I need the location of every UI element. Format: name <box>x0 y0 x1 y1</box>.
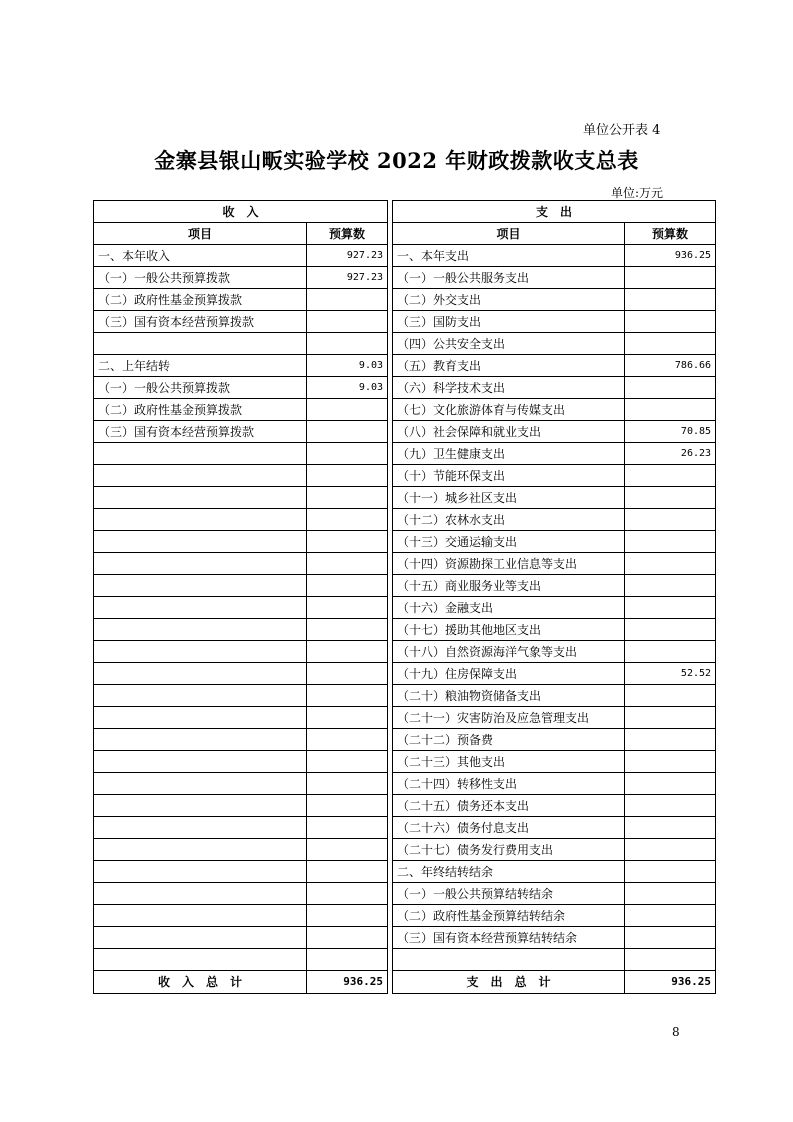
income-item-cell <box>94 487 307 509</box>
income-budget-cell <box>307 597 388 619</box>
expense-item-cell: （二）外交支出 <box>393 289 625 311</box>
expense-item-cell: （十五）商业服务业等支出 <box>393 575 625 597</box>
expense-item-cell: （一）一般公共预算结转结余 <box>393 883 625 905</box>
income-item-cell <box>94 729 307 751</box>
expense-budget-column-header: 预算数 <box>625 223 716 245</box>
income-item-cell <box>94 861 307 883</box>
expense-budget-cell <box>625 883 716 905</box>
expense-item-cell <box>393 949 625 971</box>
table-row <box>94 751 716 773</box>
table-row <box>94 333 716 355</box>
income-budget-cell <box>307 509 388 531</box>
expense-item-cell: （二）政府性基金预算结转结余 <box>393 905 625 927</box>
income-budget-cell <box>307 927 388 949</box>
table-row <box>94 729 716 751</box>
income-budget-cell <box>307 773 388 795</box>
income-budget-cell: 927.23 <box>307 267 388 289</box>
income-total-value: 936.25 <box>307 971 388 994</box>
table-row <box>94 553 716 575</box>
income-item-cell: （三）国有资本经营预算拨款 <box>94 421 307 443</box>
income-budget-cell <box>307 663 388 685</box>
table-row <box>94 245 716 267</box>
expense-budget-cell <box>625 839 716 861</box>
expense-item-cell: （二十）粮油物资储备支出 <box>393 685 625 707</box>
income-total-label: 收 入 总 计 <box>94 971 307 994</box>
table-row <box>94 531 716 553</box>
expense-budget-cell <box>625 773 716 795</box>
table-row <box>94 927 716 949</box>
expense-budget-cell <box>625 509 716 531</box>
income-budget-cell <box>307 575 388 597</box>
page-number: 8 <box>672 1025 680 1039</box>
income-item-cell <box>94 619 307 641</box>
income-budget-cell <box>307 685 388 707</box>
income-item-cell <box>94 531 307 553</box>
income-budget-cell <box>307 289 388 311</box>
expense-item-cell: （五）教育支出 <box>393 355 625 377</box>
income-budget-cell <box>307 817 388 839</box>
expense-budget-cell <box>625 685 716 707</box>
expense-budget-cell <box>625 377 716 399</box>
income-item-cell <box>94 927 307 949</box>
table-row <box>94 905 716 927</box>
expense-budget-cell <box>625 553 716 575</box>
form-label: 单位公开表 4 <box>583 123 661 138</box>
expense-item-cell: （三）国有资本经营预算结转结余 <box>393 927 625 949</box>
table-row <box>94 663 716 685</box>
income-item-cell <box>94 333 307 355</box>
table-row <box>94 399 716 421</box>
table-row <box>94 817 716 839</box>
income-budget-cell <box>307 839 388 861</box>
income-item-cell <box>94 597 307 619</box>
table-row <box>94 377 716 399</box>
table-row <box>94 795 716 817</box>
expense-budget-cell <box>625 619 716 641</box>
expense-budget-cell <box>625 333 716 355</box>
income-item-cell: （三）国有资本经营预算拨款 <box>94 311 307 333</box>
income-item-cell: （二）政府性基金预算拨款 <box>94 289 307 311</box>
income-budget-cell <box>307 487 388 509</box>
income-item-cell <box>94 465 307 487</box>
income-budget-cell <box>307 729 388 751</box>
table-row <box>94 773 716 795</box>
expense-item-cell: （十一）城乡社区支出 <box>393 487 625 509</box>
expense-header: 支 出 <box>393 201 716 223</box>
expense-budget-cell <box>625 641 716 663</box>
expense-budget-cell <box>625 795 716 817</box>
table-row <box>94 707 716 729</box>
income-budget-cell <box>307 399 388 421</box>
income-budget-cell: 9.03 <box>307 355 388 377</box>
expense-item-cell: （二十二）预备费 <box>393 729 625 751</box>
income-item-cell <box>94 795 307 817</box>
expense-item-cell: （二十七）债务发行费用支出 <box>393 839 625 861</box>
expense-total-value: 936.25 <box>625 971 716 994</box>
expense-budget-cell <box>625 729 716 751</box>
income-budget-cell <box>307 949 388 971</box>
table-row <box>94 575 716 597</box>
table-row <box>94 949 716 971</box>
expense-item-cell: （二十五）债务还本支出 <box>393 795 625 817</box>
expense-item-cell: （九）卫生健康支出 <box>393 443 625 465</box>
section-header-row <box>94 201 716 223</box>
expense-budget-cell <box>625 905 716 927</box>
expense-item-cell: （六）科学技术支出 <box>393 377 625 399</box>
expense-budget-cell <box>625 949 716 971</box>
expense-budget-cell <box>625 487 716 509</box>
income-budget-cell: 9.03 <box>307 377 388 399</box>
expense-item-cell: （十九）住房保障支出 <box>393 663 625 685</box>
income-item-column-header: 项目 <box>94 223 307 245</box>
income-item-cell <box>94 905 307 927</box>
budget-summary-table <box>93 200 716 994</box>
expense-budget-cell <box>625 597 716 619</box>
expense-item-cell: 二、年终结转结余 <box>393 861 625 883</box>
income-budget-cell <box>307 553 388 575</box>
expense-item-cell: （十七）援助其他地区支出 <box>393 619 625 641</box>
page-title: 金寨县银山畈实验学校 2022 年财政拨款收支总表 <box>154 148 639 173</box>
income-budget-cell <box>307 751 388 773</box>
unit-label: 单位:万元 <box>611 186 664 200</box>
expense-budget-cell <box>625 927 716 949</box>
income-item-cell <box>94 949 307 971</box>
table-row <box>94 355 716 377</box>
expense-budget-cell <box>625 289 716 311</box>
income-budget-cell <box>307 641 388 663</box>
income-budget-cell <box>307 311 388 333</box>
income-budget-cell <box>307 619 388 641</box>
table-row <box>94 883 716 905</box>
income-item-cell <box>94 553 307 575</box>
income-item-cell <box>94 751 307 773</box>
expense-item-cell: （七）文化旅游体育与传媒支出 <box>393 399 625 421</box>
expense-budget-cell <box>625 399 716 421</box>
table-row <box>94 597 716 619</box>
expense-budget-cell <box>625 311 716 333</box>
income-item-cell <box>94 685 307 707</box>
table-row <box>94 311 716 333</box>
income-header: 收 入 <box>94 201 388 223</box>
income-budget-cell <box>307 421 388 443</box>
expense-budget-cell <box>625 531 716 553</box>
income-item-cell <box>94 663 307 685</box>
expense-budget-cell: 70.85 <box>625 421 716 443</box>
income-item-cell: （二）政府性基金预算拨款 <box>94 399 307 421</box>
income-item-cell <box>94 773 307 795</box>
expense-item-cell: （四）公共安全支出 <box>393 333 625 355</box>
expense-item-cell: （十二）农林水支出 <box>393 509 625 531</box>
expense-item-cell: （十三）交通运输支出 <box>393 531 625 553</box>
expense-budget-cell: 52.52 <box>625 663 716 685</box>
income-item-cell <box>94 443 307 465</box>
column-header-row <box>94 223 716 245</box>
income-item-cell <box>94 641 307 663</box>
table-row <box>94 487 716 509</box>
income-item-cell: 二、上年结转 <box>94 355 307 377</box>
total-row <box>94 971 716 994</box>
table-row <box>94 289 716 311</box>
expense-total-label: 支 出 总 计 <box>393 971 625 994</box>
income-budget-cell <box>307 465 388 487</box>
table-row <box>94 465 716 487</box>
income-item-cell: 一、本年收入 <box>94 245 307 267</box>
expense-item-cell: （二十一）灾害防治及应急管理支出 <box>393 707 625 729</box>
table-row <box>94 267 716 289</box>
expense-item-cell: （十四）资源勘探工业信息等支出 <box>393 553 625 575</box>
income-item-cell <box>94 839 307 861</box>
expense-item-cell: 一、本年支出 <box>393 245 625 267</box>
income-item-cell <box>94 707 307 729</box>
expense-item-cell: （二十六）债务付息支出 <box>393 817 625 839</box>
expense-budget-cell <box>625 575 716 597</box>
expense-item-cell: （十八）自然资源海洋气象等支出 <box>393 641 625 663</box>
expense-budget-cell <box>625 861 716 883</box>
income-budget-column-header: 预算数 <box>307 223 388 245</box>
table-row <box>94 509 716 531</box>
income-item-cell: （一）一般公共预算拨款 <box>94 377 307 399</box>
income-budget-cell <box>307 443 388 465</box>
table-row <box>94 839 716 861</box>
income-budget-cell <box>307 531 388 553</box>
table-row <box>94 443 716 465</box>
table-row <box>94 421 716 443</box>
expense-item-cell: （二十三）其他支出 <box>393 751 625 773</box>
expense-item-cell: （三）国防支出 <box>393 311 625 333</box>
income-budget-cell <box>307 707 388 729</box>
income-budget-cell <box>307 905 388 927</box>
expense-item-cell: （二十四）转移性支出 <box>393 773 625 795</box>
expense-item-cell: （一）一般公共服务支出 <box>393 267 625 289</box>
income-budget-cell <box>307 333 388 355</box>
income-budget-cell <box>307 861 388 883</box>
table-row <box>94 685 716 707</box>
expense-item-cell: （十六）金融支出 <box>393 597 625 619</box>
expense-budget-cell <box>625 751 716 773</box>
expense-budget-cell <box>625 817 716 839</box>
expense-budget-cell: 26.23 <box>625 443 716 465</box>
table-row <box>94 861 716 883</box>
expense-budget-cell <box>625 465 716 487</box>
expense-budget-cell <box>625 267 716 289</box>
expense-budget-cell <box>625 707 716 729</box>
income-item-cell <box>94 509 307 531</box>
expense-item-cell: （十）节能环保支出 <box>393 465 625 487</box>
income-budget-cell <box>307 883 388 905</box>
income-budget-cell: 927.23 <box>307 245 388 267</box>
income-item-cell <box>94 575 307 597</box>
expense-item-cell: （八）社会保障和就业支出 <box>393 421 625 443</box>
income-item-cell <box>94 883 307 905</box>
income-budget-cell <box>307 795 388 817</box>
income-item-cell: （一）一般公共预算拨款 <box>94 267 307 289</box>
table-row <box>94 619 716 641</box>
expense-item-column-header: 项目 <box>393 223 625 245</box>
expense-budget-cell: 786.66 <box>625 355 716 377</box>
table-row <box>94 641 716 663</box>
expense-budget-cell: 936.25 <box>625 245 716 267</box>
income-item-cell <box>94 817 307 839</box>
